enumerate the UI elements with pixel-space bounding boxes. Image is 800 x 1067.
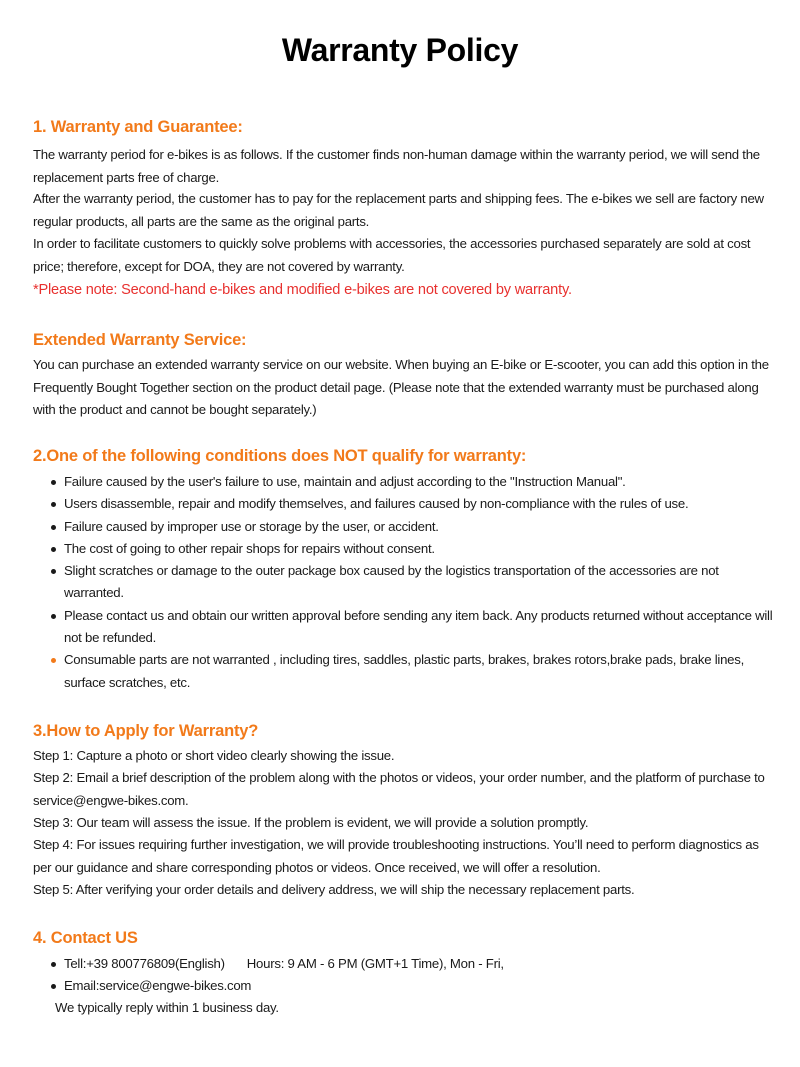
list-item (48, 605, 773, 650)
bullet-icon (51, 525, 56, 530)
bullet-icon (51, 658, 56, 663)
reply-time-note: We typically reply within 1 business day. (55, 1000, 279, 1015)
section2-heading: 2.One of the following conditions does NOT qualify for warranty: (33, 447, 527, 465)
bullet-icon (51, 502, 56, 507)
section1-heading: 1. Warranty and Guarantee: (33, 118, 243, 136)
section3-heading: 3.How to Apply for Warranty? (33, 722, 259, 740)
bullet-icon (51, 984, 56, 989)
list-item (48, 560, 773, 605)
business-hours: Hours: 9 AM - 6 PM (GMT+1 Time), Mon - Fri, (246, 956, 504, 971)
list-item-text: Failure caused by improper use or storage by the user, or accident. (64, 518, 439, 534)
step-1: Step 1: Capture a photo or short video clearly showing the issue. (33, 748, 395, 763)
list-item (48, 538, 773, 560)
bullet-icon (51, 547, 56, 552)
step-2: Step 2: Email a brief description of the problem along with the photos or videos, your order number, and the platform of purchase to service@engwe-bikes.com. (33, 770, 765, 808)
page-title: Warranty Policy (281, 32, 519, 68)
exclusions-list (48, 471, 773, 694)
list-item-text: The cost of going to other repair shops for repairs without consent. (64, 540, 435, 556)
list-item (48, 471, 773, 493)
extended-warranty-heading: Extended Warranty Service: (33, 331, 247, 349)
section4-heading: 4. Contact US (33, 929, 138, 947)
section1-note: *Please note: Second-hand e-bikes and modified e-bikes are not covered by warranty. (33, 282, 572, 298)
list-item-text: Failure caused by the user's failure to use, maintain and adjust according to the "Instruction Manual". (64, 474, 626, 489)
extended-warranty-paragraph: You can purchase an extended warranty service on our website. When buying an E-bike or E-scooter, you can add this option in the Frequently Bought Together section on the product detail page. (Please note that the extended warranty must be purchased along with the product and cannot be bought separately.) (33, 357, 769, 417)
email-address[interactable]: Email:service@engwe-bikes.com (64, 978, 252, 994)
phone-number[interactable]: Tell:+39 800776809(English) (64, 956, 225, 971)
step-4: Step 4: For issues requiring further investigation, we will provide troubleshooting instructions. You’ll need to perform diagnostics as per our guidance and share corresponding photos or videos. Once received, we will offer a resolution. (33, 837, 759, 875)
list-item (48, 516, 773, 538)
bullet-icon (51, 569, 56, 574)
section1-paragraph-1: The warranty period for e-bikes is as follows. If the customer finds non-human damage within the warranty period, we will send the replacement parts free of charge. (33, 147, 760, 185)
step-3: Step 3: Our team will assess the issue. If the problem is evident, we will provide a solution promptly. (33, 815, 589, 830)
bullet-icon (51, 962, 56, 967)
list-item-text: Please contact us and obtain our written approval before sending any item back. Any products returned without acceptance will not be refunded. (64, 607, 773, 646)
contact-list (48, 953, 773, 998)
contact-email (48, 975, 773, 997)
list-item-text: Users disassemble, repair and modify themselves, and failures caused by non-compliance with the rules of use. (64, 496, 689, 512)
list-item-text: Slight scratches or damage to the outer package box caused by the logistics transportation of the accessories are not warranted. (64, 563, 719, 601)
bullet-icon (51, 614, 56, 619)
section1-paragraph-3: In order to facilitate customers to quickly solve problems with accessories, the accessories purchased separately are sold at cost price; therefore, except for DOA, they are not covered by warranty. (33, 236, 751, 274)
list-item-text: Consumable parts are not warranted , including tires, saddles, plastic parts, brakes, brakes rotors,brake pads, brake lines, surface scratches, etc. (64, 652, 745, 690)
list-item (48, 649, 773, 694)
list-item (48, 493, 773, 515)
step-5: Step 5: After verifying your order details and delivery address, we will ship the necessary replacement parts. (33, 882, 635, 897)
section1-paragraph-2: After the warranty period, the customer has to pay for the replacement parts and shipping fees. The e-bikes we sell are factory new regular products, all parts are the same as the original parts. (33, 191, 764, 229)
contact-phone (48, 953, 773, 975)
bullet-icon (51, 480, 56, 485)
